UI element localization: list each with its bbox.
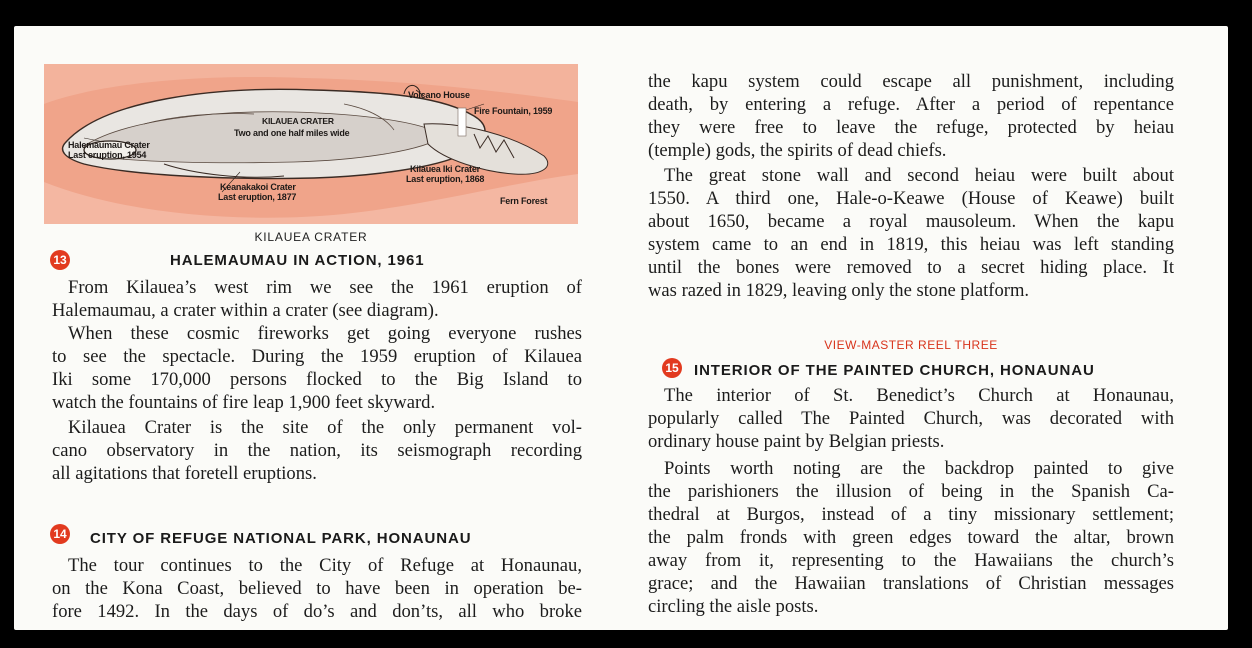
text-line: all agitations that foretell eruptions. <box>52 463 317 484</box>
text-line: ordinary house paint by Belgian priests. <box>648 431 945 452</box>
text-line: grace; and the Hawaiian translations of Christian messages <box>648 573 1174 594</box>
section-14-title: CITY OF REFUGE NATIONAL PARK, HONAUNAU <box>90 530 472 547</box>
text-line: Iki some 170,000 persons flocked to the Big Island to <box>52 369 582 390</box>
text-line: The tour continues to the City of Refuge at Honaunau, <box>68 555 582 576</box>
text-line: Halemaumau, a crater within a crater (see diagram). <box>52 300 439 321</box>
booklet-page <box>14 26 1228 630</box>
text-line: about 1650, became a royal mausoleum. When the kapu <box>648 211 1174 232</box>
text-line: fore 1492. In the days of do’s and don’ts, all who broke <box>52 601 582 622</box>
text-line: thedral at Burgos, instead of a tiny missionary settlement; <box>648 504 1174 525</box>
text-line: Kilauea Crater is the site of the only permanent vol- <box>68 417 582 438</box>
text-line: to see the spectacle. During the 1959 eruption of Kilauea <box>52 346 582 367</box>
text-line: The interior of St. Benedict’s Church at Honaunau, <box>664 385 1174 406</box>
text-line: The great stone wall and second heiau were built about <box>664 165 1174 186</box>
section-15-title: INTERIOR OF THE PAINTED CHURCH, HONAUNAU <box>694 362 1095 379</box>
text-line: on the Kona Coast, believed to have been in operation be- <box>52 578 582 599</box>
text-line: was razed in 1829, leaving only the stone platform. <box>648 280 1030 301</box>
text-line: until the bones were removed to a secret hiding place. It <box>648 257 1174 278</box>
text-line: (temple) gods, the spirits of dead chiefs. <box>648 140 947 161</box>
text-line: the parishioners the illusion of being in the Spanish Ca- <box>648 481 1174 502</box>
text-line: From Kilauea’s west rim we see the 1961 eruption of <box>68 277 582 298</box>
text-line: When these cosmic fireworks get going everyone rushes <box>68 323 582 344</box>
text-line: Points worth noting are the backdrop painted to give <box>664 458 1174 479</box>
halemaumau-eruption-label: Last eruption, 1954 <box>68 150 147 160</box>
diagram-caption: KILAUEA CRATER <box>254 230 368 244</box>
text-line: watch the fountains of fire leap 1,900 feet skyward. <box>52 392 436 413</box>
section-13-title: HALEMAUMAU IN ACTION, 1961 <box>170 252 425 269</box>
text-line: circling the aisle posts. <box>648 596 819 617</box>
kilauea-iki-eruption-label: Last eruption, 1868 <box>406 174 485 184</box>
section-13-badge: 13 <box>50 250 70 270</box>
kilauea-crater-diagram <box>44 64 578 224</box>
keanakakoi-label: Keanakakoi Crater <box>220 182 296 192</box>
text-line: away from it, representing to the Hawaiians the church’s <box>648 550 1174 571</box>
text-line: 1550. A third one, Hale-o-Keawe (House of Keawe) built <box>648 188 1174 209</box>
section-15-badge: 15 <box>662 358 682 378</box>
text-line: they were free to leave the refuge, protected by heiau <box>648 117 1174 138</box>
text-line: popularly called The Painted Church, was decorated with <box>648 408 1174 429</box>
section-14-body <box>52 554 582 623</box>
section-14-continued <box>648 70 1174 302</box>
text-line: the kapu system could escape all punishment, including <box>648 71 1174 92</box>
text-line: system came to an end in 1819, this heiau was left standing <box>648 234 1174 255</box>
section-14-badge: 14 <box>50 524 70 544</box>
crater-width-label: Two and one half miles wide <box>234 128 350 138</box>
text-line: death, by entering a refuge. After a period of repentance <box>648 94 1174 115</box>
kilauea-iki-label: Kilauea Iki Crater <box>410 164 480 174</box>
section-15-body <box>648 384 1174 618</box>
fern-forest-label: Fern Forest <box>500 196 548 206</box>
halemaumau-label: Halemaumau Crater <box>68 140 150 150</box>
kilauea-crater-map-title: KILAUEA CRATER <box>262 116 334 126</box>
view-master-reel-label: VIEW-MASTER REEL THREE <box>824 338 998 352</box>
fire-fountain-label: Fire Fountain, 1959 <box>474 106 553 116</box>
text-line: the palm fronds with green edges toward the altar, brown <box>648 527 1174 548</box>
volcano-house-label: Volcano House <box>408 90 470 100</box>
section-13-body <box>52 276 582 485</box>
text-line: cano observatory in the nation, its seismograph recording <box>52 440 582 461</box>
keanakakoi-eruption-label: Last eruption, 1877 <box>218 192 297 202</box>
